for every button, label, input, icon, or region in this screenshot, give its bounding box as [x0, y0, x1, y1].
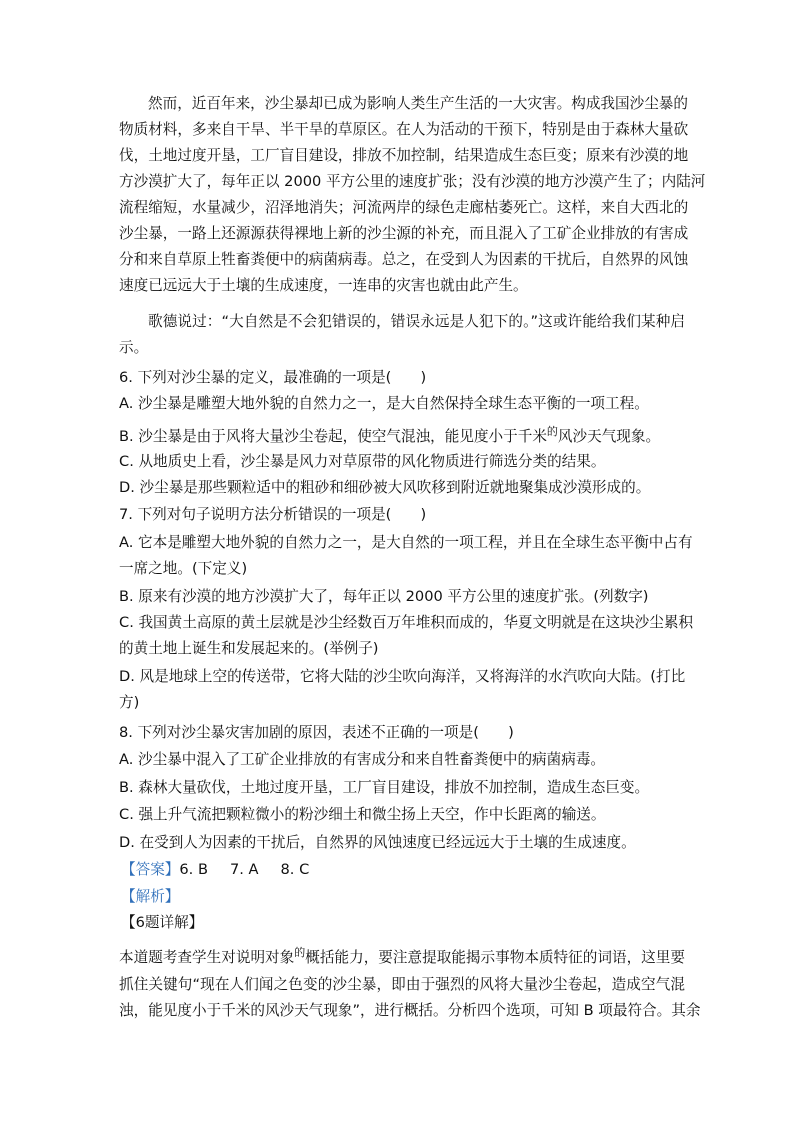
analysis-text: 本道题考查学生对说明对象	[119, 949, 295, 966]
question-8-option-c: C. 强上升气流把颗粒微小的粉沙细土和微尘扬上天空，作中长距离的输送。	[119, 806, 606, 823]
question-6-option-a: A. 沙尘暴是雕塑大地外貌的自然力之一，是大自然保持全球生态平衡的一项工程。	[119, 395, 649, 412]
passage-line: 示。	[119, 339, 149, 356]
question-7-option-d: D. 风是地球上空的传送带，它将大陆的沙尘吹向海洋，又将海洋的水汽吹向大陆。(打比	[119, 668, 686, 685]
question-7-option-d-cont: 方)	[119, 694, 140, 711]
analysis-line: 抓住关键句“现在人们闻之色变的沙尘暴，即由于强烈的风将大量沙尘卷起，造成空气混	[119, 976, 685, 993]
option-text: 风沙天气现象。	[557, 428, 661, 445]
answer-8: 8. C	[280, 861, 310, 878]
question-8-option-b: B. 森林大量砍伐，土地过度开垦，工厂盲目建设，排放不加控制，造成生态巨变。	[119, 779, 650, 796]
question-7-option-c-cont: 的黄土地上诞生和发展起来的。(举例子)	[119, 640, 379, 657]
passage-line: 分和来自草原上牲畜粪便中的病菌病毒。总之，在受到人为因素的干扰后，自然界的风蚀	[119, 251, 689, 268]
passage-line: 方沙漠扩大了，每年正以 2000 平方公里的速度扩张；没有沙漠的地方沙漠产生了；内陆河	[119, 173, 706, 190]
analysis-label: 【解析】	[121, 888, 180, 905]
analysis-line: 浊，能见度小于千米的风沙天气现象”，进行概括。分析四个选项，可知 B 项最符合。其余	[119, 1002, 701, 1019]
passage-line: 歌德说过：“大自然是不会犯错误的，错误永远是人犯下的。”这或许能给我们某种启	[148, 313, 685, 330]
analysis-line	[119, 948, 685, 969]
passage-line: 流程缩短，水量减少，沼泽地消失；河流两岸的绿色走廊枯萎死亡。这样，来自大西北的	[119, 199, 689, 216]
question-8-stem: 8. 下列对沙尘暴灾害加剧的原因，表述不正确的一项是( )	[119, 724, 514, 741]
analysis-subheading-6: 【6题详解】	[121, 914, 204, 931]
question-7-stem: 7. 下列对句子说明方法分析错误的一项是( )	[119, 506, 427, 523]
question-8-option-a: A. 沙尘暴中混入了工矿企业排放的有害成分和来自牲畜粪便中的病菌病毒。	[119, 751, 606, 768]
question-6-option-b	[119, 427, 685, 448]
question-6-option-c: C. 从地质史上看，沙尘暴是风力对草原带的风化物质进行筛选分类的结果。	[119, 453, 606, 470]
option-text: B. 沙尘暴是由于风将大量沙尘卷起，使空气混浊，能见度小于千米	[119, 428, 547, 445]
question-6-stem: 6. 下列对沙尘暴的定义，最准确的一项是( )	[119, 369, 427, 386]
superscript-char: 的	[294, 946, 306, 959]
passage-line: 伐，土地过度开垦，工厂盲目建设，排放不加控制，结果造成生态巨变；原来有沙漠的地	[119, 147, 689, 164]
passage-line: 速度已远远大于土壤的生成速度，一连串的灾害也就由此产生。	[119, 277, 528, 294]
analysis-text: 概括能力，要注意提取能揭示事物本质特征的词语，这里要	[305, 949, 685, 966]
question-6-option-d: D. 沙尘暴是那些颗粒适中的粗砂和细砂被大风吹移到附近就地聚集成沙漠形成的。	[119, 479, 651, 496]
passage-line: 然而，近百年来，沙尘暴却已成为影响人类生产生活的一大灾害。构成我国沙尘暴的	[148, 95, 688, 112]
answer-label: 【答案】	[121, 861, 180, 878]
answer-line	[121, 860, 687, 880]
question-7-option-a-cont: 一席之地。(下定义)	[119, 560, 248, 577]
superscript-char: 的	[546, 425, 558, 438]
answer-6: 6. B	[179, 861, 208, 878]
question-7-option-a: A. 它本是雕塑大地外貌的自然力之一，是大自然的一项工程，并且在全球生态平衡中占有	[119, 534, 693, 551]
question-7-option-b: B. 原来有沙漠的地方沙漠扩大了，每年正以 2000 平方公里的速度扩张。(列数字)	[119, 588, 649, 605]
question-8-option-d: D. 在受到人为因素的干扰后，自然界的风蚀速度已经远远大于土壤的生成速度。	[119, 834, 636, 851]
answer-7: 7. A	[229, 861, 259, 878]
question-7-option-c: C. 我国黄土高原的黄土层就是沙尘经数百万年堆积而成的，华夏文明就是在这块沙尘累积	[119, 614, 694, 631]
passage-line: 物质材料，多来自干旱、半干旱的草原区。在人为活动的干预下，特别是由于森林大量砍	[119, 121, 689, 138]
passage-line: 沙尘暴，一路上还源源获得裸地上新的沙尘源的补充，而且混入了工矿企业排放的有害成	[119, 225, 689, 242]
